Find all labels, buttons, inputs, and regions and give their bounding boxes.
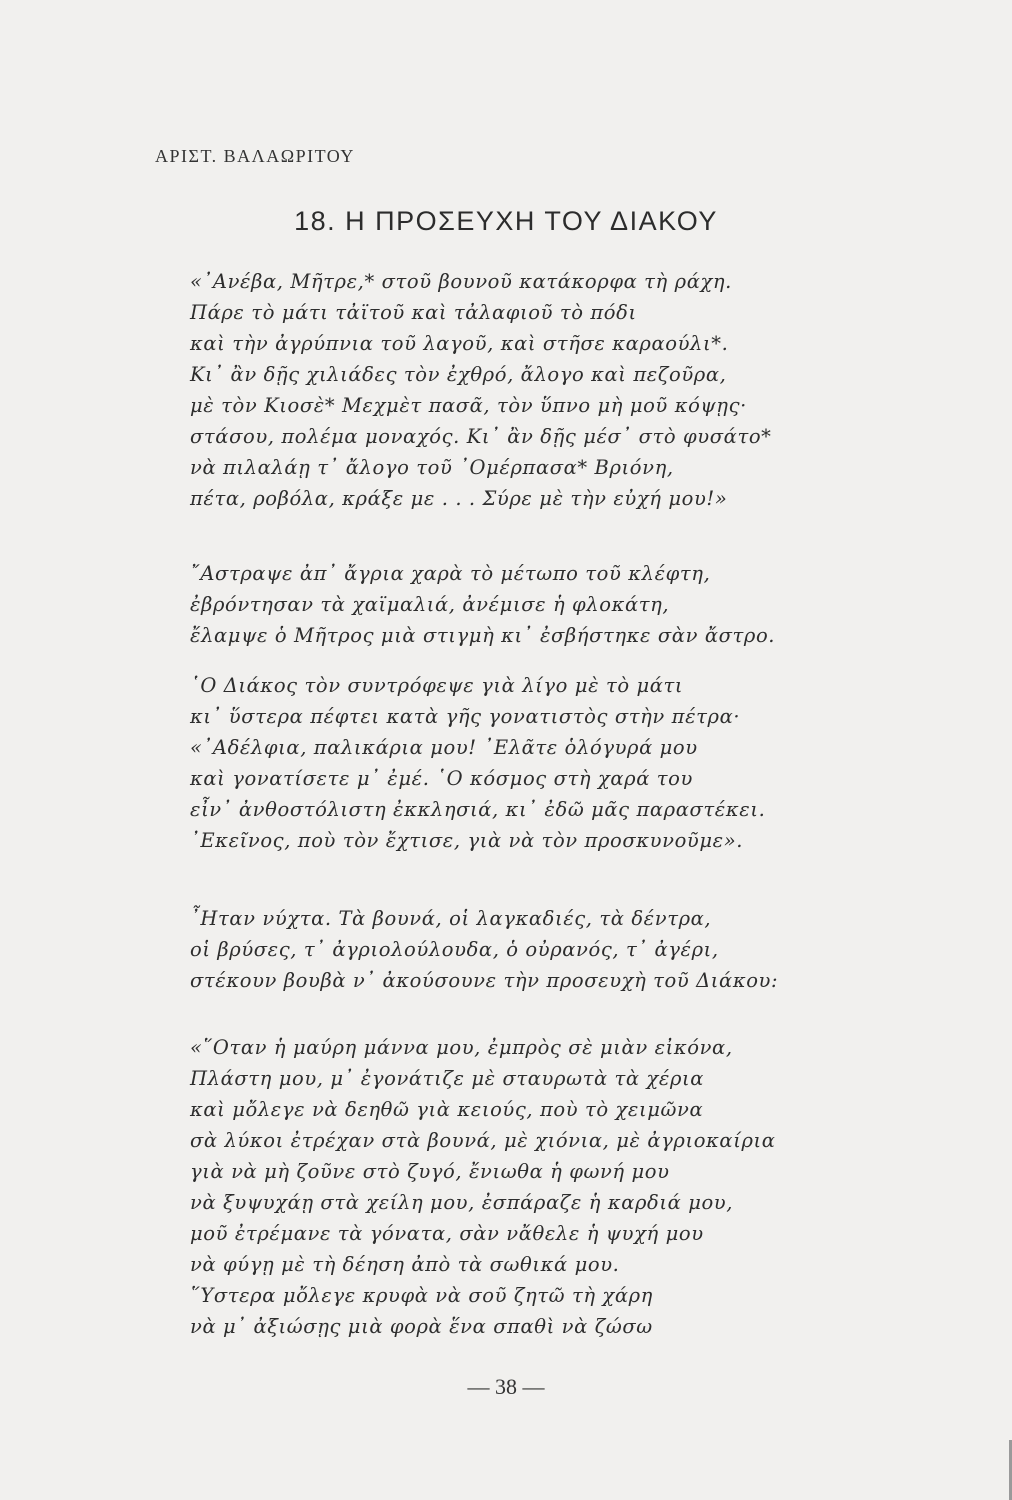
stanza-1: [190, 266, 930, 514]
verse-line: καὶ μὄλεγε νὰ δεηθῶ γιὰ κειούς, ποὺ τὸ χειμῶνα: [190, 1098, 704, 1121]
verse-line: «᾿Ανέβα, Μῆτρε,* στοῦ βουνοῦ κατάκορφα τὴ ράχη.: [190, 270, 732, 293]
verse-line: εἶν᾿ ἀνθοστόλιστη ἐκκλησιά, κι᾿ ἐδῶ μᾶς παραστέκει.: [190, 798, 766, 821]
verse-line: σὰ λύκοι ἐτρέχαν στὰ βουνά, μὲ χιόνια, μὲ ἀγριοκαίρια: [190, 1129, 776, 1152]
verse-line: ᾿Εκεῖνος, ποὺ τὸν ἔχτισε, γιὰ νὰ τὸν προσκυνοῦμε».: [190, 829, 744, 852]
verse-line: Κι᾿ ἂν δῇς χιλιάδες τὸν ἐχθρό, ἄλογο καὶ πεζοῦρα,: [190, 363, 727, 386]
stanza-4: [190, 903, 930, 996]
verse-line: καὶ τὴν ἀγρύπνια τοῦ λαγοῦ, καὶ στῆσε καραούλι*.: [190, 332, 729, 355]
stanza-3: [190, 670, 930, 856]
verse-line: ῾Ο Διάκος τὸν συντρόφεψε γιὰ λίγο μὲ τὸ μάτι: [190, 674, 684, 697]
verse-line: καὶ γονατίσετε μ᾿ ἐμέ. ῾Ο κόσμος στὴ χαρά του: [190, 767, 693, 790]
verse-line: κι᾿ ὕστερα πέφτει κατὰ γῆς γονατιστὸς στὴν πέτρα·: [190, 705, 741, 728]
verse-line: γιὰ νὰ μὴ ζοῦνε στὸ ζυγό, ἔνιωθα ἡ φωνή μου: [190, 1160, 670, 1183]
verse-line: νὰ φύγῃ μὲ τὴ δέηση ἀπὸ τὰ σωθικά μου.: [190, 1253, 620, 1276]
verse-line: ῎Αστραψε ἀπ᾿ ἄγρια χαρὰ τὸ μέτωπο τοῦ κλέφτη,: [190, 562, 711, 585]
verse-line: ἐβρόντησαν τὰ χαϊμαλιά, ἀνέμισε ἡ φλοκάτη,: [190, 593, 670, 616]
stanza-5: [190, 1032, 930, 1342]
verse-line: νὰ πιλαλάῃ τ᾿ ἄλογο τοῦ ᾿Ομέρπασα* Βριόνη,: [190, 456, 674, 479]
verse-line: «῞Οταν ἡ μαύρη μάννα μου, ἐμπρὸς σὲ μιὰν εἰκόνα,: [190, 1036, 733, 1059]
poem-title: 18. Η ΠΡΟΣΕΥΧΗ ΤΟΥ ΔΙΑΚΟΥ: [294, 206, 718, 236]
running-header-author: ΑΡΙΣΤ. ΒΑΛΑΩΡΙΤΟΥ: [155, 146, 355, 166]
verse-line: πέτα, ροβόλα, κράξε με . . . Σύρε μὲ τὴν εὐχή μου!»: [190, 487, 728, 510]
verse-line: ῏Ηταν νύχτα. Τὰ βουνά, οἱ λαγκαδιές, τὰ δέντρα,: [190, 907, 712, 930]
verse-line: Πλάστη μου, μ᾿ ἐγονάτιζε μὲ σταυρωτὰ τὰ χέρια: [190, 1067, 705, 1090]
verse-line: «᾿Αδέλφια, παλικάρια μου! ᾿Ελᾶτε ὁλόγυρά μου: [190, 736, 698, 759]
verse-line: ἔλαμψε ὁ Μῆτρος μιὰ στιγμὴ κι᾿ ἐσβήστηκε σὰν ἄστρο.: [190, 624, 776, 647]
verse-line: στάσου, πολέμα μοναχός. Κι᾿ ἂν δῇς μέσ᾿ στὸ φυσάτο*: [190, 425, 772, 448]
verse-line: οἱ βρύσες, τ᾿ ἀγριολούλουδα, ὁ οὐρανός, τ᾿ ἀγέρι,: [190, 938, 719, 961]
verse-line: νὰ ξυψυχάῃ στὰ χείλη μου, ἐσπάραζε ἡ καρδιά μου,: [190, 1191, 734, 1214]
verse-line: ῞Υστερα μὄλεγε κρυφὰ νὰ σοῦ ζητῶ τὴ χάρη: [190, 1284, 653, 1307]
verse-line: Πάρε τὸ μάτι τἀϊτοῦ καὶ τἀλαφιοῦ τὸ πόδι: [190, 301, 637, 324]
verse-line: στέκουν βουβὰ ν᾿ ἀκούσουνε τὴν προσευχὴ τοῦ Διάκου:: [190, 969, 779, 992]
verse-line: νὰ μ᾿ ἀξιώσῃς μιὰ φορὰ ἕνα σπαθὶ νὰ ζώσω: [190, 1315, 653, 1338]
verse-line: μὲ τὸν Κιοσὲ* Μεχμὲτ πασᾶ, τὸν ὕπνο μὴ μοῦ κόψῃς·: [190, 394, 747, 417]
stanza-2: [190, 558, 930, 651]
verse-line: μοῦ ἐτρέμανε τὰ γόνατα, σὰν νἄθελε ἡ ψυχή μου: [190, 1222, 704, 1245]
page-number: — 38 —: [467, 1374, 545, 1399]
